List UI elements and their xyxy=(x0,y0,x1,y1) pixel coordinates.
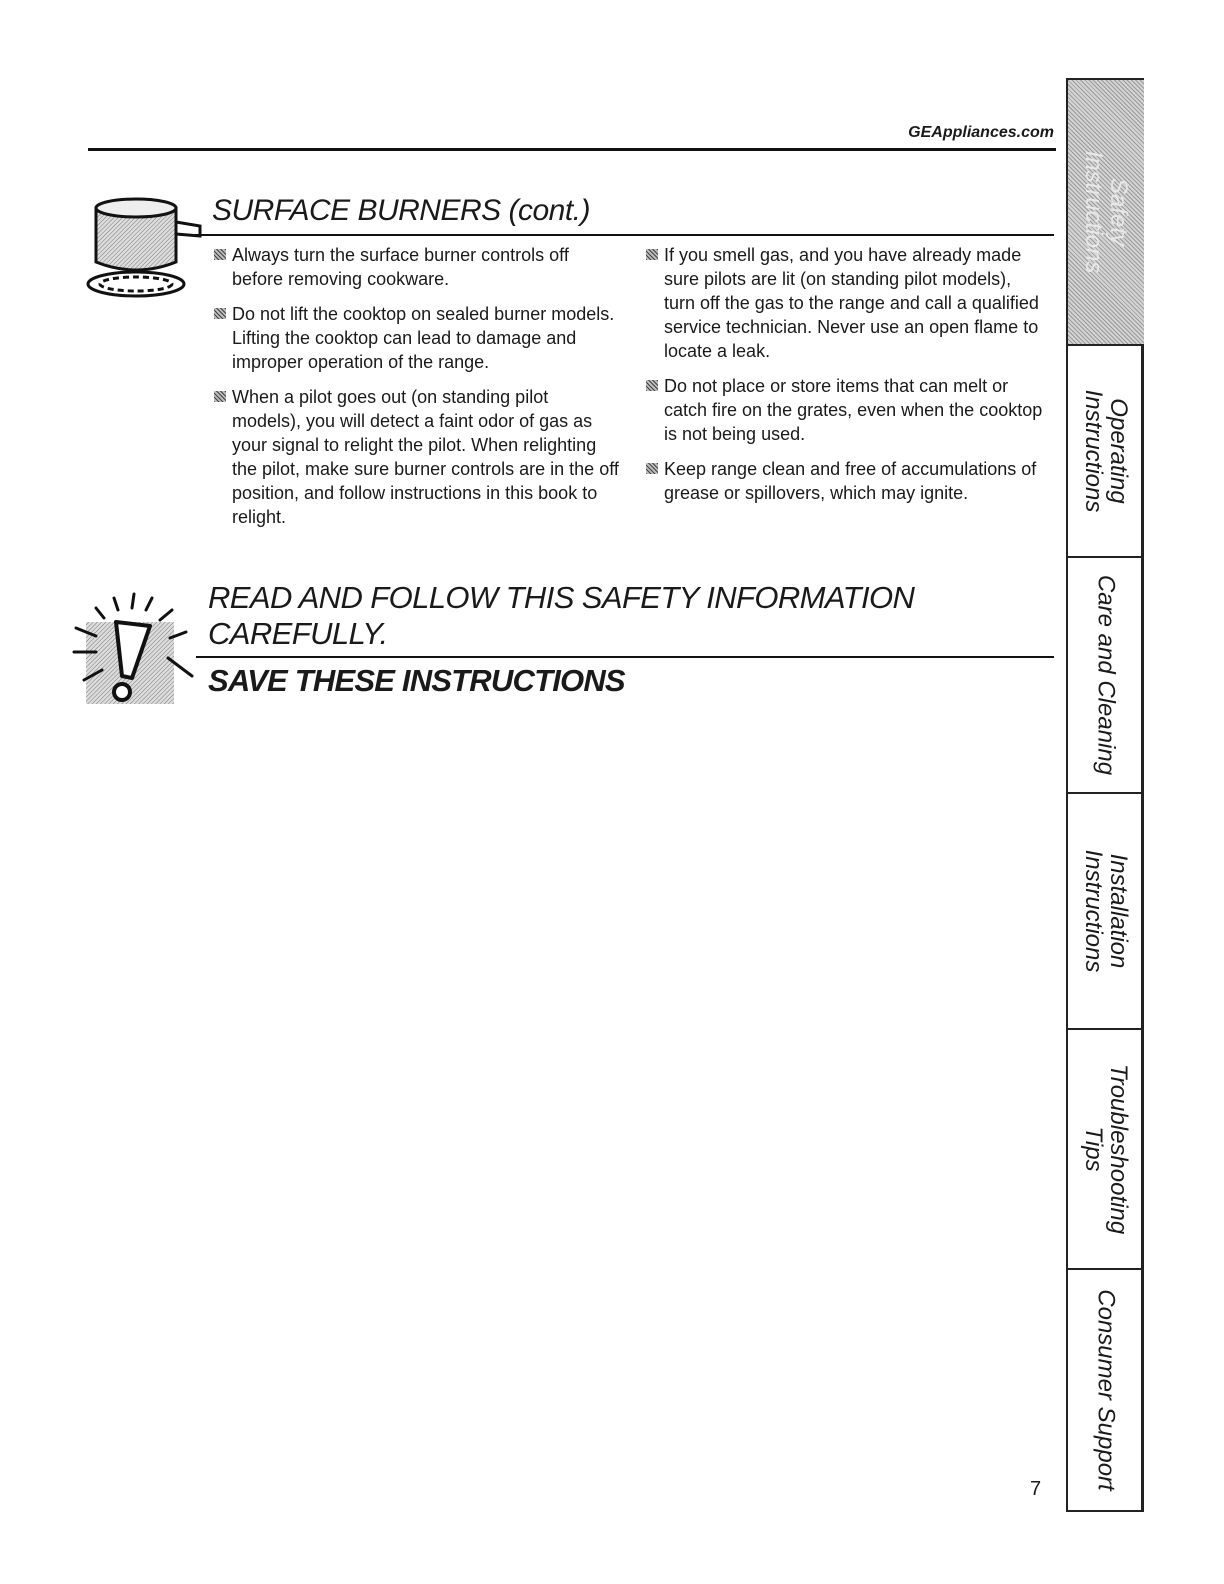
tab-label: Instructions xyxy=(1080,150,1107,274)
bullet-item xyxy=(212,243,622,291)
tab-label: Troubleshooting xyxy=(1105,1063,1132,1235)
tab-label: Instructions xyxy=(1080,849,1107,973)
page-number: 7 xyxy=(1030,1478,1042,1500)
tab-label: Tips xyxy=(1080,1126,1107,1172)
bullet-text: Keep range clean and free of accumulations of grease or spillovers, which may ignite. xyxy=(664,459,1037,503)
tab-label: Consumer Support xyxy=(1092,1289,1120,1491)
bullet-square-icon xyxy=(214,308,226,319)
save-instructions-heading: SAVE THESE INSTRUCTIONS xyxy=(208,663,625,698)
bullet-square-icon xyxy=(214,391,226,402)
tab-safety-instructions[interactable] xyxy=(1068,80,1144,344)
header-rule xyxy=(88,148,1056,151)
tab-label: Care and Cleaning xyxy=(1092,574,1120,776)
bullet-item xyxy=(644,243,1044,363)
bullet-square-icon xyxy=(646,380,658,391)
tab-consumer-support[interactable] xyxy=(1068,1268,1144,1510)
right-bullet-column xyxy=(644,243,1044,516)
safety-rule xyxy=(196,656,1054,658)
side-tab-nav xyxy=(1066,78,1144,1512)
tab-label: Safety xyxy=(1105,177,1132,247)
tab-label: Installation xyxy=(1105,853,1132,969)
bullet-item xyxy=(644,457,1044,505)
left-bullet-column xyxy=(212,243,622,540)
tab-operating-instructions[interactable] xyxy=(1068,344,1144,556)
bullet-text: Always turn the surface burner controls off before removing cookware. xyxy=(232,245,569,289)
bullet-text: Do not place or store items that can melt or catch fire on the grates, even when the cooktop is not being used. xyxy=(664,376,1043,444)
tab-troubleshooting-tips[interactable] xyxy=(1068,1028,1144,1268)
section-rule xyxy=(180,234,1054,236)
bullet-square-icon xyxy=(646,463,658,474)
bullet-item xyxy=(644,374,1044,446)
warning-exclamation-icon xyxy=(72,592,194,708)
bullet-item xyxy=(212,302,622,374)
tab-care-and-cleaning[interactable] xyxy=(1068,556,1144,792)
bullet-text: When a pilot goes out (on standing pilot models), you will detect a faint odor of gas as your signal to relight the pilot. When relighting the pilot, make sure burner controls are in the off position, and follow instructions in this book to relight. xyxy=(232,387,619,527)
bullet-text: Do not lift the cooktop on sealed burner models. Lifting the cooktop can lead to damage and improper operation of the range. xyxy=(232,304,615,372)
tab-label: Operating xyxy=(1105,398,1132,504)
bullet-item xyxy=(212,385,622,529)
bullet-text: If you smell gas, and you have already made sure pilots are lit (on standing pilot models), turn off the gas to the range and call a qualified service technician. Never use an open flame to locate a leak. xyxy=(664,245,1039,361)
safety-title: READ AND FOLLOW THIS SAFETY INFORMATION CAREFULLY. xyxy=(208,580,915,651)
section-title: SURFACE BURNERS (cont.) xyxy=(212,194,591,227)
cookware-pot-icon xyxy=(84,192,204,302)
tab-label: Instructions xyxy=(1080,389,1107,513)
tab-installation-instructions[interactable] xyxy=(1068,792,1144,1028)
bullet-square-icon xyxy=(646,249,658,260)
site-url: GEAppliances.com xyxy=(908,124,1054,141)
bullet-square-icon xyxy=(214,249,226,260)
